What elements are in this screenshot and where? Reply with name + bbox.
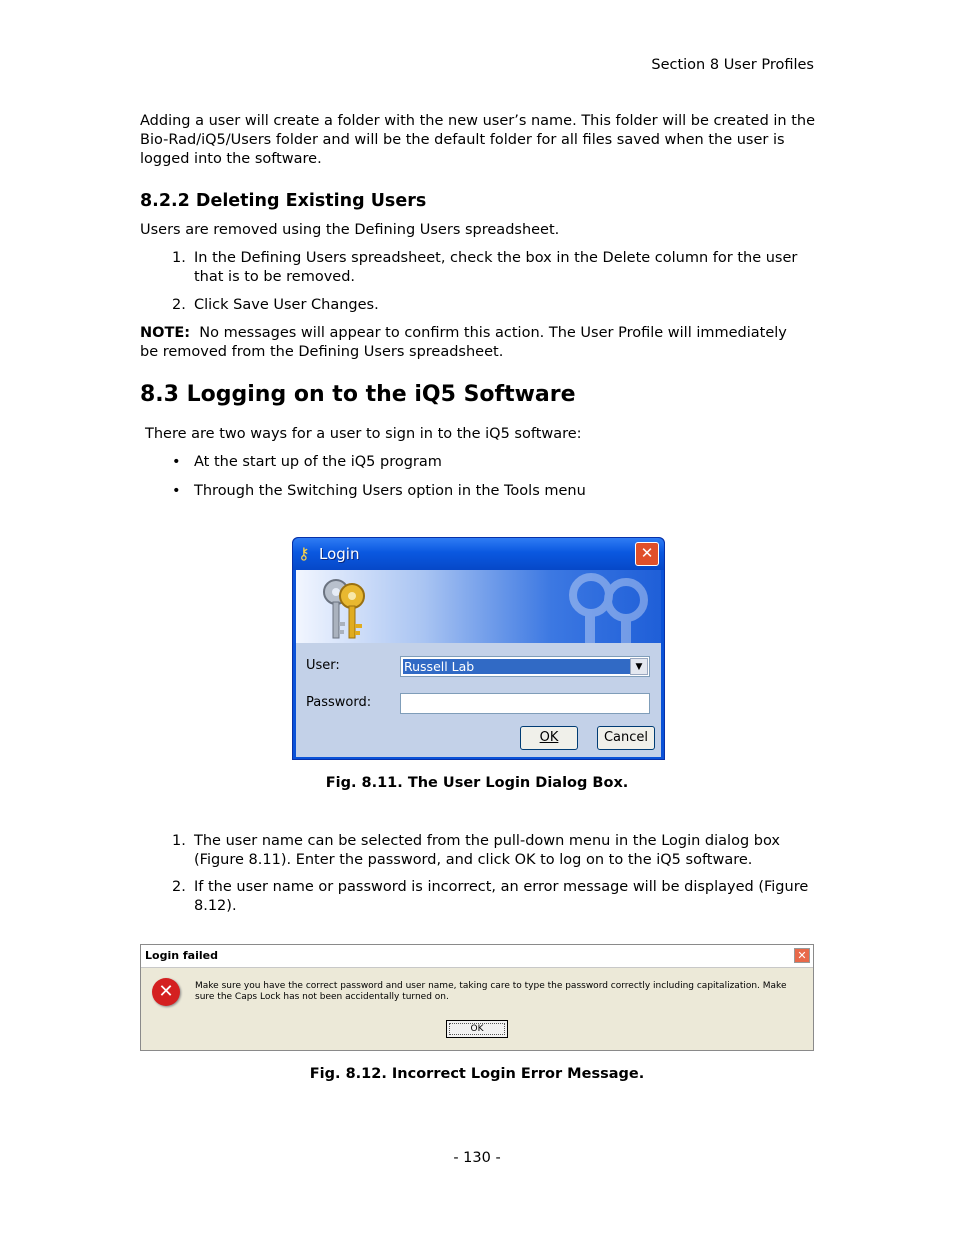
error-message: Make sure you have the correct password and user name, taking care to type the password correctly including capitalization. Make sure the Caps Lock has not been accidentally turned on. — [195, 981, 787, 1002]
password-label: Password: — [306, 695, 372, 710]
list-item — [172, 249, 822, 287]
bullet-icon: • — [172, 454, 181, 470]
chevron-down-icon[interactable]: ▼ — [630, 658, 648, 675]
intro-paragraph: Adding a user will create a folder with the new user’s name. This folder will be created in the Bio-Rad/iQ5/Users folder and will be the default folder for all files saved when the user is logged into the software. — [140, 113, 816, 167]
list-text: The user name can be selected from the pull-down menu in the Login dialog box (Figure 8.11). Enter the password, and click OK to log on to the iQ5 software. — [194, 833, 780, 868]
error-titlebar[interactable] — [141, 945, 813, 968]
bullet-icon: • — [172, 483, 181, 499]
bullet-text: Through the Switching Users option in the Tools menu — [194, 483, 586, 499]
login-titlebar[interactable] — [293, 538, 664, 570]
section-heading-8-2-2: 8.2.2 Deleting Existing Users — [140, 191, 427, 211]
user-select-value: Russell Lab — [403, 659, 630, 674]
cancel-button-label: Cancel — [603, 730, 649, 745]
list-text: In the Defining Users spreadsheet, check the box in the Delete column for the user that is to be removed. — [194, 250, 798, 285]
section-822-lead: Users are removed using the Defining Users spreadsheet. — [140, 222, 560, 238]
bullet-item — [172, 453, 822, 472]
figure-caption-8-11: Fig. 8.11. The User Login Dialog Box. — [325, 775, 629, 791]
note-paragraph — [140, 324, 800, 362]
list-text: If the user name or password is incorrect, an error message will be displayed (Figure 8.12). — [194, 879, 809, 914]
page-number: - 130 - — [453, 1150, 501, 1166]
watermark-keys-icon — [551, 570, 661, 643]
error-ok-button[interactable]: OK — [446, 1020, 508, 1038]
close-button[interactable]: ✕ — [794, 948, 810, 963]
page-header: Section 8 User Profiles — [651, 57, 814, 73]
list-number: 1. — [172, 833, 186, 849]
user-label: User: — [306, 658, 340, 673]
figure-caption-8-12: Fig. 8.12. Incorrect Login Error Message. — [309, 1066, 645, 1082]
list-number: 1. — [172, 250, 186, 266]
note-text: No messages will appear to confirm this action. The User Profile will immediately be removed from the Defining Users spreadsheet. — [140, 325, 787, 360]
section-heading-8-3: 8.3 Logging on to the iQ5 Software — [140, 382, 576, 407]
list-item — [172, 296, 822, 315]
list-item — [172, 832, 822, 870]
list-item — [172, 878, 822, 916]
login-failed-dialog — [140, 944, 814, 1051]
password-input[interactable] — [400, 693, 650, 714]
list-text: Click Save User Changes. — [194, 297, 379, 313]
keys-icon — [314, 574, 374, 644]
ok-button[interactable] — [520, 726, 578, 750]
login-dialog — [292, 537, 665, 760]
user-select[interactable] — [400, 656, 650, 677]
list-number: 2. — [172, 297, 186, 313]
section-83-lead: There are two ways for a user to sign in to the iQ5 software: — [145, 426, 582, 442]
error-icon: ✕ — [152, 978, 180, 1006]
note-label: NOTE: — [140, 325, 191, 341]
login-banner — [296, 570, 661, 643]
bullet-text: At the start up of the iQ5 program — [194, 454, 442, 470]
ok-button-label: OK — [539, 730, 559, 745]
key-icon: ⚷ — [298, 544, 310, 563]
login-form-panel — [296, 643, 661, 757]
cancel-button[interactable] — [597, 726, 655, 750]
bullet-item — [172, 482, 822, 501]
list-number: 2. — [172, 879, 186, 895]
login-title: Login — [319, 545, 360, 563]
close-button[interactable]: ✕ — [635, 542, 659, 566]
error-title: Login failed — [145, 949, 218, 962]
